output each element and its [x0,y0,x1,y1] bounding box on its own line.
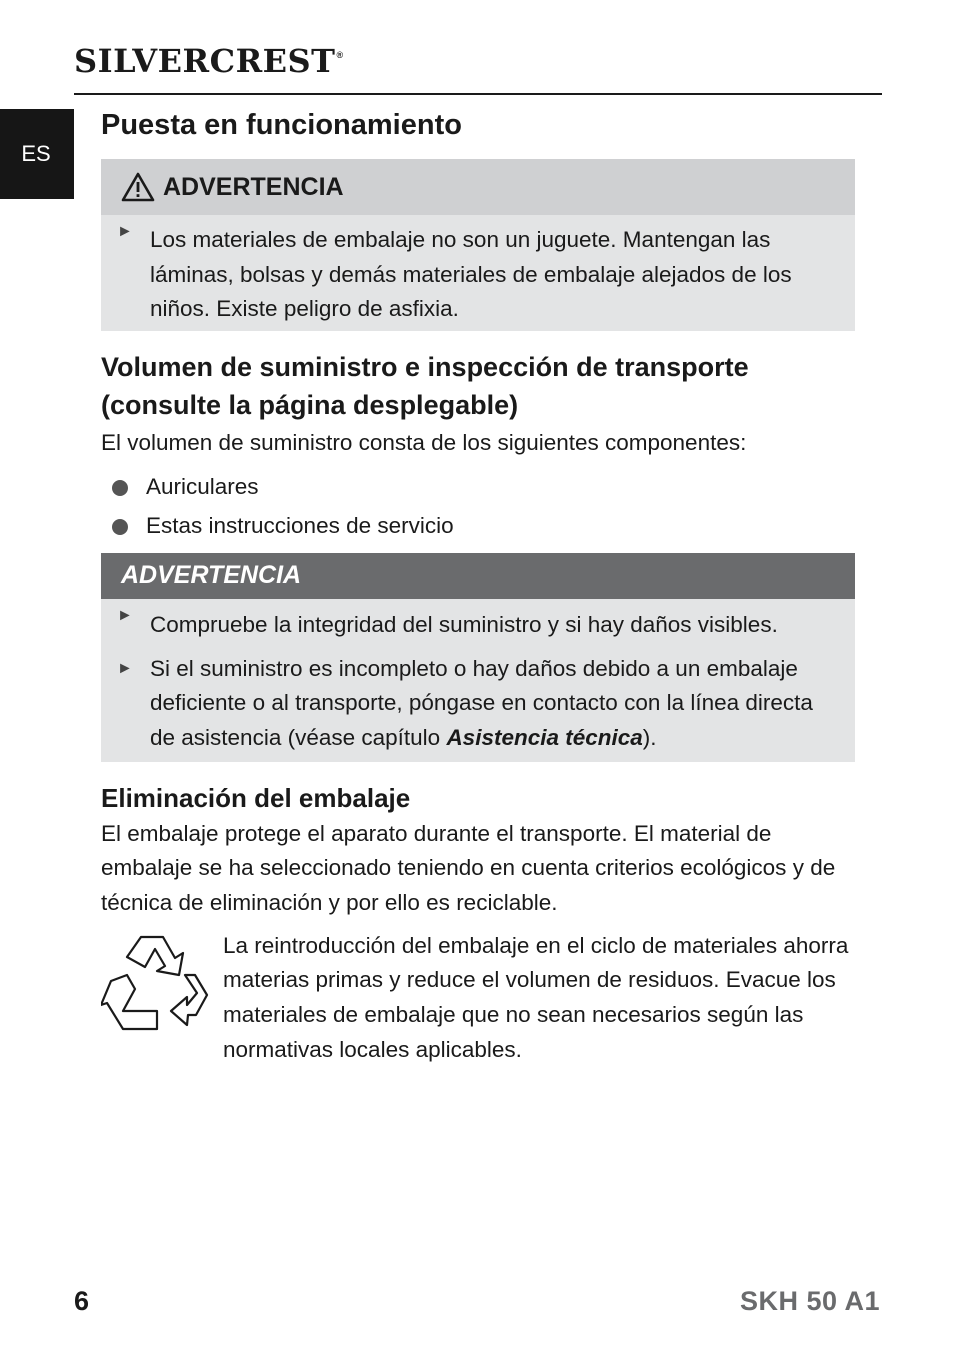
section-title-volumen: Volumen de suministro e inspección de transporte (consulte la página desplegable) [101,352,749,421]
list-item: Estas instrucciones de servicio [101,506,855,545]
section-title-eliminacion: Eliminación del embalaje [101,782,411,813]
brand-logo: SILVERCREST® [74,42,344,80]
list-item: Auriculares [101,467,855,506]
bullet-dot-icon [112,519,128,535]
warning-header [101,159,855,215]
recycle-icon [101,929,223,1068]
registered-mark: ® [336,50,344,60]
warning-box-packaging [101,159,855,331]
warning-box-supply [101,553,855,762]
chapter-reference: Asistencia técnica [446,724,643,750]
warning-item: ► Los materiales de embalaje no son un juguete. Mantengan las láminas, bolsas y demás materiales de embalaje alejados de los niños. Existe peligro de asfixia. [101,215,855,327]
packaging-paragraph: El embalaje protege el aparato durante el transporte. El material de embalaje se ha seleccionado teniendo en cuenta criterios ecológicos y de técnica de eliminación y por ello es reciclable. [101,820,836,916]
arrow-bullet-icon: ► [117,659,133,677]
model-number: SKH 50 A1 [739,1286,880,1316]
page-number: 6 [74,1286,90,1316]
supply-intro: El volumen de suministro consta de los siguientes componentes: [101,430,747,456]
warning-item: ► Compruebe la integridad del suministro y si hay daños visibles. [101,599,855,643]
supply-list [101,467,855,545]
header-divider [74,93,882,95]
arrow-bullet-icon: ► [117,223,133,240]
warning-header: ADVERTENCIA [101,553,855,599]
language-tab: ES [0,109,74,199]
recycle-block [101,929,855,1068]
warning-triangle-icon [121,172,155,202]
section-title-puesta: Puesta en funcionamiento [101,109,462,141]
recycle-text: La reintroducción del embalaje en el ciclo de materiales ahorra materias primas y reduce el volumen de residuos. Evacue los materiales de embalaje que no sean necesarios según las normativas locales aplicables. [223,932,849,1062]
arrow-bullet-icon: ► [117,606,133,624]
warning-item: ► Si el suministro es incompleto o hay daños debido a un embalaje deficiente o al transporte, póngase en contacto con la línea directa de asistencia (véase capítulo Asistencia técnica). [101,652,855,756]
page-content [101,106,855,1068]
bullet-dot-icon [112,480,128,496]
warning-label: ADVERTENCIA [163,172,344,201]
